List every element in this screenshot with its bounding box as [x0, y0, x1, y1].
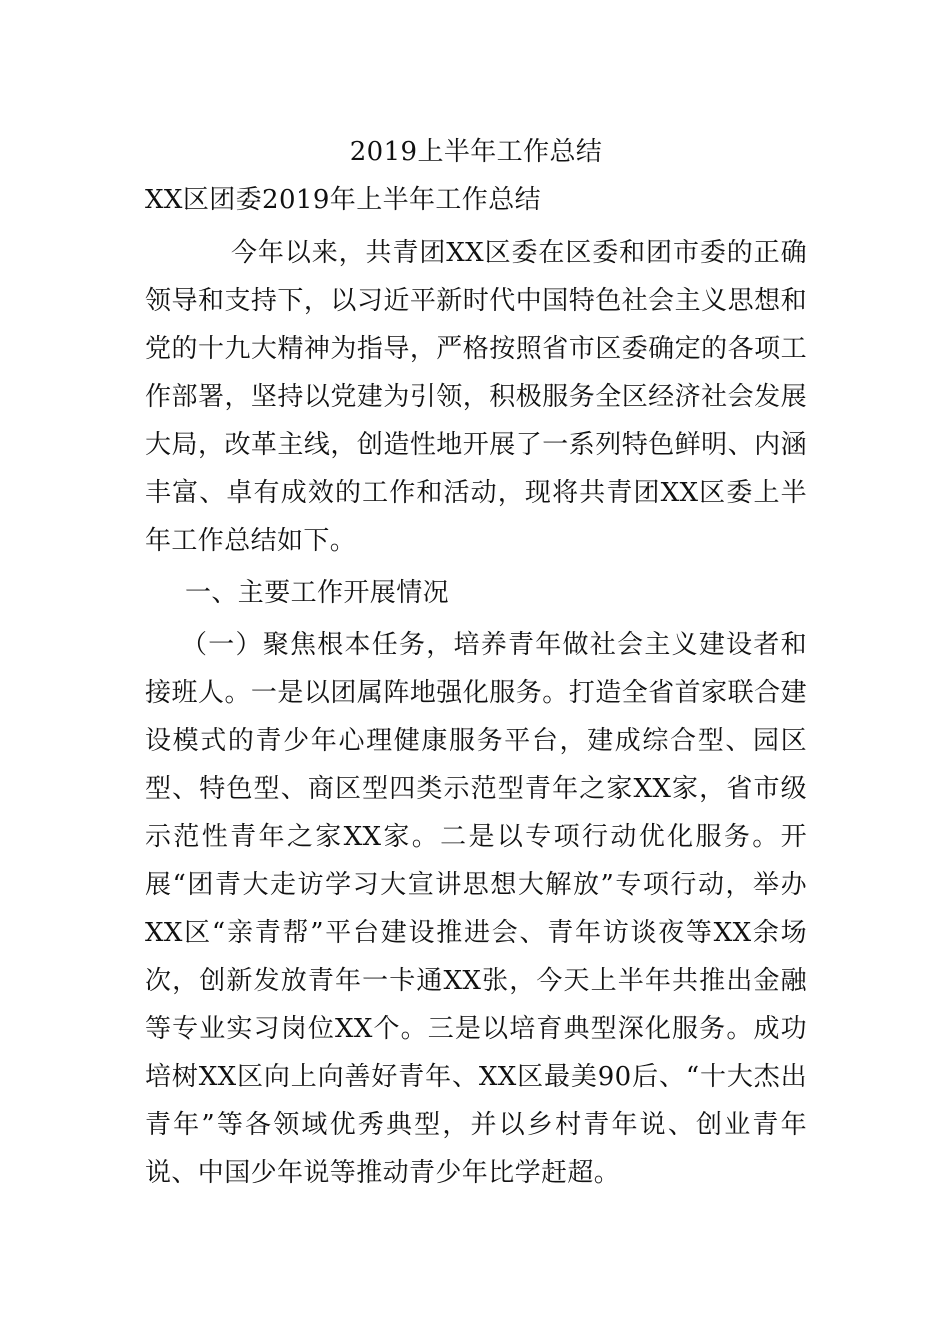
section-heading: 一、主要工作开展情况: [185, 578, 450, 608]
document-title: 2019上半年工作总结: [349, 137, 603, 167]
intro-paragraph: 今年以来，共青团XX区委在区委和团市委的正确领导和支持下，以习近平新时代中国特色社会主义思想和党的十九大精神为指导，严格按照省市区委确定的各项工作部署，坚持以党建为引领，积极服务全区经济社会发展大局，改革主线，创造性地开展了一系列特色鲜明、内涵丰富、卓有成效的工作和活动，现将共青团XX区委上半年工作总结如下。: [145, 238, 807, 556]
document-body: [145, 128, 807, 1197]
document-subtitle: XX区团委2019年上半年工作总结: [145, 185, 541, 215]
section-paragraph: （一）聚焦根本任务，培养青年做社会主义建设者和接班人。一是以团属阵地强化服务。打造全省首家联合建设模式的青少年心理健康服务平台，建成综合型、园区型、特色型、商区型四类示范型青年之家XX家，省市级示范性青年之家XX家。二是以专项行动优化服务。开展“团青大走访学习大宣讲思想大解放”专项行动，举办XX区“亲青帮”平台建设推进会、青年访谈夜等XX余场次，创新发放青年一卡通XX张，今天上半年共推出金融等专业实习岗位XX个。三是以培育典型深化服务。成功培树XX区向上向善好青年、XX区最美90后、“十大杰出青年”等各领域优秀典型，并以乡村青年说、创业青年说、中国少年说等推动青少年比学赶超。: [145, 630, 807, 1188]
